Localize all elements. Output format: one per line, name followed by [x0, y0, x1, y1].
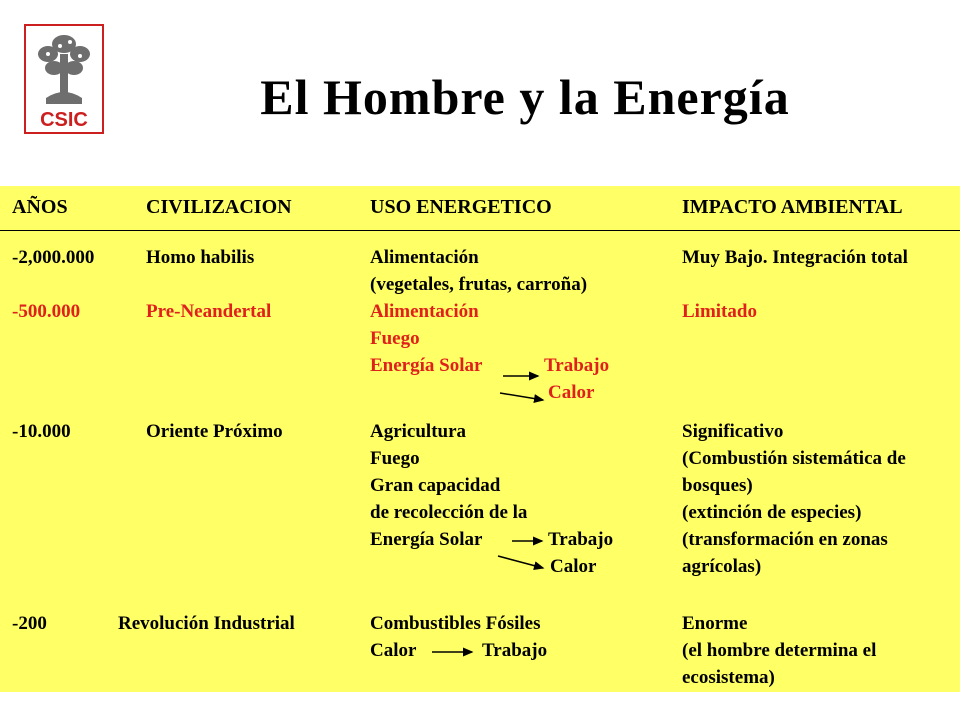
- row-2-use-line: de recolección de la: [370, 502, 528, 523]
- row-1-use-line: Alimentación: [370, 301, 479, 322]
- row-2-use-line: Energía Solar: [370, 529, 483, 550]
- row-3-impact-line: ecosistema): [682, 667, 775, 688]
- row-2-use-line: Calor: [550, 556, 597, 577]
- row-2-use-line: Gran capacidad: [370, 475, 501, 496]
- row-3-civilization: Revolución Industrial: [118, 613, 295, 634]
- row-2-impact-line: (Combustión sistemática de: [682, 448, 906, 469]
- row-3-use-line: Calor: [370, 640, 417, 661]
- row-2-year: -10.000: [12, 421, 71, 442]
- row-0-impact-line: Muy Bajo. Integración total: [682, 247, 908, 268]
- logo-text: CSIC: [40, 109, 88, 131]
- header-energy-use: USO ENERGETICO: [370, 196, 552, 218]
- row-0-use-line: (vegetales, frutas, carroña): [370, 274, 588, 295]
- header-years: AÑOS: [12, 196, 68, 218]
- row-2-use-line: Fuego: [370, 448, 420, 469]
- row-3-use-line: Combustibles Fósiles: [370, 613, 541, 634]
- row-2-use-line: Trabajo: [548, 529, 614, 550]
- row-2-impact-line: bosques): [682, 475, 753, 496]
- row-1-civilization: Pre-Neandertal: [146, 301, 272, 322]
- row-2-impact-line: Significativo: [682, 421, 784, 442]
- row-0-year: -2,000.000: [12, 247, 95, 268]
- row-1-use-line: Energía Solar: [370, 355, 483, 376]
- row-3-use-line: Trabajo: [482, 640, 548, 661]
- row-2-impact-line: agrícolas): [682, 556, 762, 577]
- row-2-impact-line: (extinción de especies): [682, 502, 862, 523]
- row-2-use-line: Agricultura: [370, 421, 467, 442]
- row-3-year: -200: [12, 613, 47, 634]
- row-0-civilization: Homo habilis: [146, 247, 255, 268]
- row-2-civilization: Oriente Próximo: [146, 421, 283, 442]
- header-civilization: CIVILIZACION: [146, 196, 292, 218]
- row-0-use-line: Alimentación: [370, 247, 479, 268]
- row-1-use-line: Calor: [548, 382, 595, 403]
- row-2-impact-line: (transformación en zonas: [682, 529, 888, 550]
- row-3-impact-line: (el hombre determina el: [682, 640, 877, 661]
- page-title: El Hombre y la Energía: [260, 69, 790, 125]
- row-1-impact-line: Limitado: [682, 301, 757, 322]
- energy-table: [0, 186, 960, 692]
- row-1-year: -500.000: [12, 301, 81, 322]
- header-environmental-impact: IMPACTO AMBIENTAL: [682, 196, 903, 218]
- row-3-impact-line: Enorme: [682, 613, 748, 634]
- row-1-use-line: Fuego: [370, 328, 420, 349]
- row-2-arrow-calor: [498, 556, 543, 568]
- row-1-use-line: Trabajo: [544, 355, 610, 376]
- row-1-arrow-calor: [500, 393, 543, 400]
